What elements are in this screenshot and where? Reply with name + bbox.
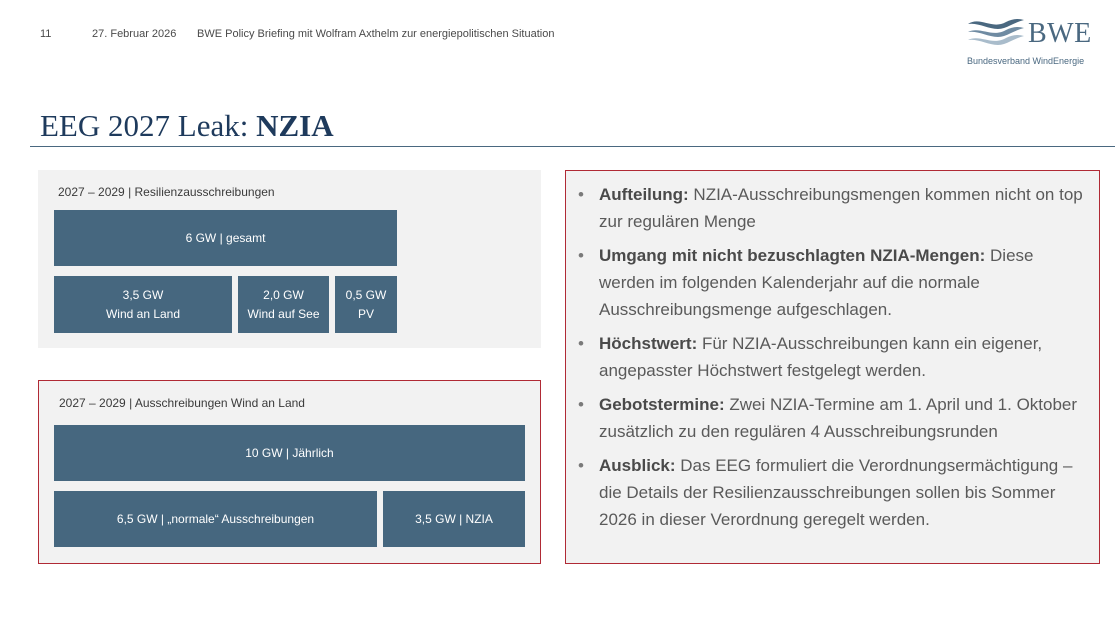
resilience-panel-label: 2027 – 2029 | Resilienzausschreibungen — [58, 185, 275, 199]
resilience-onshore-amount: 3,5 GW — [122, 287, 164, 302]
nzia-bullet-list — [578, 181, 1090, 540]
bwe-logo — [966, 14, 1091, 70]
resilience-offshore-amount: 2,0 GW — [263, 287, 304, 302]
bullet-term: Ausblick: — [599, 456, 676, 475]
bullet-item-ausblick — [578, 452, 1090, 533]
bullet-term: Höchstwert: — [599, 334, 698, 353]
bullet-dot-icon: • — [578, 456, 584, 475]
wind-normal-text: 6,5 GW | „normale“ Ausschreibungen — [116, 511, 315, 526]
bullet-item-hoechstwert — [578, 330, 1090, 384]
bullet-text: Zwei NZIA-Termine am 1. April und 1. Oktober zusätzlich zu den regulären 4 Ausschreibungsrunden — [599, 395, 1078, 441]
page-number: 11 — [40, 28, 52, 40]
bullet-dot-icon: • — [578, 185, 584, 204]
bullet-dot-icon: • — [578, 395, 584, 414]
onshore-wind-tender-panel — [38, 380, 541, 564]
slide-title-prefix: EEG 2027 Leak: — [40, 108, 257, 143]
logo-text: BWE — [1028, 18, 1092, 49]
wind-nzia-text: 3,5 GW | NZIA — [415, 511, 493, 526]
wind-total-text: 10 GW | Jährlich — [245, 445, 334, 460]
bullet-term: Gebotstermine: — [599, 395, 725, 414]
resilience-total-text: 6 GW | gesamt — [185, 230, 266, 245]
header-date: 27. Februar 2026 — [92, 28, 177, 40]
wind-normal-box — [54, 491, 377, 547]
bullet-text: Diese werden im folgenden Kalenderjahr auf die normale Ausschreibungsmenge aufgeschlagen. — [599, 246, 1034, 319]
bullet-item-umgang — [578, 242, 1090, 323]
title-divider — [30, 146, 1115, 147]
wind-wave-logo-icon — [966, 16, 1026, 50]
bullet-term: Aufteilung: — [599, 185, 689, 204]
bullet-term: Umgang mit nicht bezuschlagten NZIA-Mengen: — [599, 246, 986, 265]
header-title: BWE Policy Briefing mit Wolfram Axthelm zur energiepolitischen Situation — [197, 28, 555, 40]
slide-title — [40, 108, 334, 144]
bullet-dot-icon: • — [578, 246, 584, 265]
resilience-total-box — [54, 210, 397, 266]
resilience-tender-panel — [38, 170, 541, 348]
bullet-dot-icon: • — [578, 334, 584, 353]
resilience-pv-label: PV — [357, 306, 374, 321]
resilience-pv-box — [335, 276, 397, 333]
bullet-text: NZIA-Ausschreibungsmengen kommen nicht on top zur regulären Menge — [599, 185, 1083, 231]
wind-panel-label: 2027 – 2029 | Ausschreibungen Wind an Land — [59, 396, 305, 410]
bullet-item-aufteilung — [578, 181, 1090, 235]
nzia-details-panel — [565, 170, 1100, 564]
slide-title-emphasis: NZIA — [256, 108, 334, 143]
resilience-onshore-box — [54, 276, 232, 333]
resilience-pv-amount: 0,5 GW — [345, 287, 387, 302]
wind-nzia-box — [383, 491, 525, 547]
bullet-item-gebotstermine — [578, 391, 1090, 445]
bullet-text: Das EEG formuliert die Verordnungsermächtigung – die Details der Resilienzausschreibungen sollen bis Sommer 2026 in dieser Verordnung geregelt werden. — [599, 456, 1073, 529]
logo-subtitle: Bundesverband WindEnergie — [967, 56, 1085, 66]
resilience-onshore-label: Wind an Land — [105, 306, 181, 321]
resilience-offshore-label: Wind auf See — [247, 306, 320, 321]
bullet-text: Für NZIA-Ausschreibungen kann ein eigener, angepasster Höchstwert festgelegt werden. — [599, 334, 1043, 380]
wind-total-box — [54, 425, 525, 481]
resilience-offshore-box — [238, 276, 329, 333]
